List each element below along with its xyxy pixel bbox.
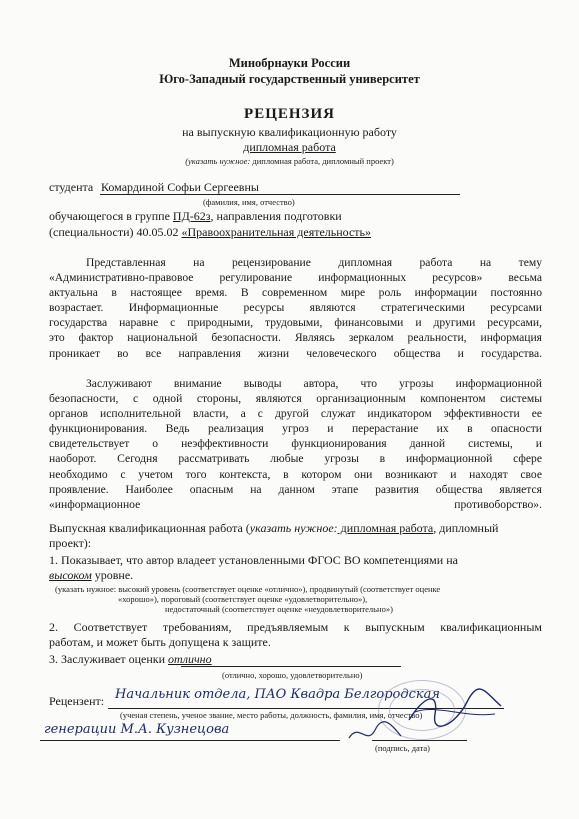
grade-hint: (отлично, хорошо, удовлетворительно) — [222, 670, 363, 680]
reviewer-label: Рецензент: — [49, 694, 105, 708]
conclusion-item-3: 3. Заслуживает оценки отлично — [49, 652, 212, 666]
signature-date-hint: (подпись, дата) — [375, 743, 431, 753]
reviewer-hint: (ученая степень, ученое звание, место работы, должность, фамилия, имя, отчество) — [120, 710, 423, 720]
conclusion-item-2: 2. Соответствует требованиям, предъявляемым к выпускным квалификационным — [49, 620, 542, 634]
conclusion-item-1-level: высоком уровне. — [49, 568, 134, 582]
reviewer-handwritten-line-2: генерации М.А. Кузнецова — [44, 722, 230, 737]
student-label: студента — [49, 180, 94, 194]
second-signature-mark — [345, 718, 405, 748]
student-name: Комардиной Софьи Сергеевны — [101, 180, 259, 194]
student-name-hint: (фамилия, имя, отчество) — [203, 197, 295, 207]
student-name-underline — [100, 194, 460, 195]
level-hint-3: недостаточный (соответствует оценке «неудовлетворительно») — [165, 604, 393, 614]
level-hint-1: (указать нужное: высокий уровень (соответствует оценке «отлично»), продвинутый (соответствует оценке — [55, 584, 441, 594]
conclusion-item-2-cont: работам, и может быть допущена к защите. — [49, 635, 271, 649]
ministry-name: Минобрнауки России — [228, 56, 351, 70]
review-paragraph-1: Представленная на рецензирование дипломная работа на тему «Административно-правовое регулирование информационных ресурсов» весьма актуальна в настоящее время. В современном мире роль информации постоянно возрастает. Информационные ресурсы являются стратегическими ресурсами государства наравне с природными, трудовыми, финансовыми и другими ресурсами, это фактор национальной безопасности. Являясь зеркалом реальности, информация проникает во все направления жизни человеческого общества и государства. — [49, 256, 542, 360]
work-type-hint: (указать нужное: дипломная работа, дипломный проект) — [185, 156, 394, 166]
reviewer-underline-2 — [40, 740, 340, 741]
university-name: Юго-Западный государственный университет — [159, 72, 420, 86]
group-line: обучающегося в группе ПД-62з, направления подготовки — [49, 209, 342, 223]
work-type: дипломная работа — [243, 140, 336, 154]
conclusion-intro-1: Выпускная квалификационная работа (указать нужное: дипломная работа, дипломный — [49, 521, 499, 535]
conclusion-intro-2: проект): — [49, 536, 92, 550]
direction-line: (специальности) 40.05.02 «Правоохранительная деятельность» — [49, 225, 372, 239]
grade-underline — [181, 666, 401, 667]
document-title: РЕЦЕНЗИЯ — [244, 106, 335, 122]
conclusion-item-1: 1. Показывает, что автор владеет установленными ФГОС ВО компетенциями на — [49, 553, 458, 567]
level-hint-2: «хорошо»), пороговый (соответствует оценке «удовлетворительно»), — [118, 594, 368, 604]
document-subtitle: на выпускную квалификационную работу — [182, 125, 397, 139]
review-paragraph-2: Заслуживают внимание выводы автора, что угрозы информационной безопасности, с одной стороны, являются организационным компонентом системы органов исполнительной власти, а с другой служат индикатором эффективности ее функционирования. Ведь реализация угроз и перерастание их в опасности свидетельствует о неэффективности функционирования данной системы, и наоборот. Сегодня рассматривать любые угрозы в информационной сфере необходимо с учетом того контекста, в котором они возникают и находят свое проявление. Наиболее опасным на данном этапе развития общества является «информационное противоборство». — [49, 377, 542, 511]
reviewer-handwritten-line-1: Начальник отдела, ПАО Квадра Белгородская — [115, 687, 440, 702]
reviewer-signature-mark — [405, 684, 505, 734]
